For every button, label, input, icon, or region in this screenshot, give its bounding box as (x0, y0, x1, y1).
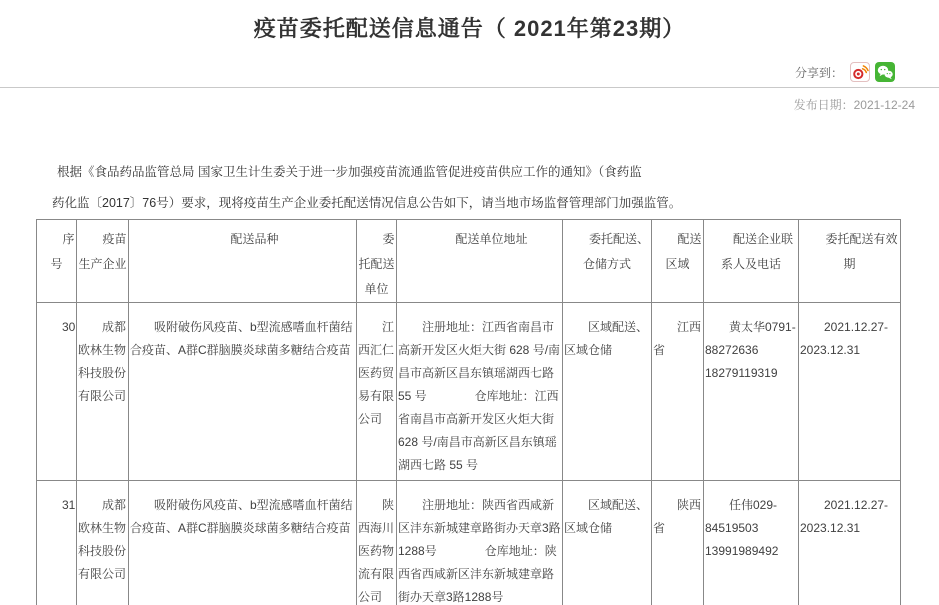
cell-contact: 黄太华0791-88272636 18279119319 (704, 303, 799, 481)
col-header-contact: 配送企业联系人及电话 (704, 220, 799, 303)
cell-products: 吸附破伤风疫苗、b型流感嗜血杆菌结合疫苗、A群C群脑膜炎球菌多糖结合疫苗 (129, 303, 357, 481)
page-title: 疫苗委托配送信息通告（ 2021年第23期） (253, 16, 686, 41)
table-header (37, 220, 901, 303)
col-header-validity: 委托配送有效期 (799, 220, 901, 303)
cell-validity: 2021.12.27-2023.12.31 (799, 303, 901, 481)
cell-region: 江西省 (652, 303, 704, 481)
cell-manufacturer: 成都欧林生物科技股份有限公司 (77, 303, 129, 481)
share-label: 分享到： (794, 65, 843, 80)
col-header-seq: 序号 (37, 220, 77, 303)
col-header-products: 配送品种 (129, 220, 357, 303)
cell-mode: 区域配送、区域仓储 (563, 303, 652, 481)
cell-seq: 31 (37, 481, 77, 605)
cell-manufacturer: 成都欧林生物科技股份有限公司 (77, 481, 129, 605)
col-header-manufacturer: 疫苗生产企业 (77, 220, 129, 303)
header-row (37, 220, 901, 303)
wechat-share-icon[interactable] (875, 62, 895, 82)
cell-address: 注册地址：陕西省西咸新区沣东新城建章路街办天章3路1288号 仓库地址：陕西省西咸新区沣东新城建章路街办天章3路1288号 (397, 481, 563, 605)
delivery-info-table (36, 219, 901, 605)
table-row (37, 481, 901, 605)
cell-contact: 任伟029-84519503 13991989492 (704, 481, 799, 605)
cell-address: 注册地址：江西省南昌市高新开发区火炬大街 628 号/南昌市高新区昌东镇瑶湖西七路 55 号 仓库地址：江西省南昌市高新开发区火炬大街 628 号/南昌市高新区昌东镇瑶湖西七路 55 号 (397, 303, 563, 481)
table-row (37, 303, 901, 481)
cell-products: 吸附破伤风疫苗、b型流感嗜血杆菌结合疫苗、A群C群脑膜炎球菌多糖结合疫苗 (129, 481, 357, 605)
table-body (37, 303, 901, 605)
col-header-address: 配送单位地址 (397, 220, 563, 303)
intro-line-2: 药化监〔2017〕76号）要求，现将疫苗生产企业委托配送情况信息公告如下，请当地市场监督管理部门加强监管。 (52, 196, 682, 210)
cell-region: 陕西省 (652, 481, 704, 605)
share-row (0, 62, 939, 88)
cell-distributor: 陕西海川医药物流有限公司 (357, 481, 397, 605)
intro-paragraph (52, 157, 909, 219)
cell-validity: 2021.12.27-2023.12.31 (799, 481, 901, 605)
col-header-mode: 委托配送、仓储方式 (563, 220, 652, 303)
cell-mode: 区域配送、区域仓储 (563, 481, 652, 605)
weibo-share-icon[interactable] (850, 62, 870, 82)
cell-seq: 30 (37, 303, 77, 481)
cell-distributor: 江西汇仁医药贸易有限公司 (357, 303, 397, 481)
intro-line-1: 根据《食品药品监管总局 国家卫生计生委关于进一步加强疫苗流通监管促进疫苗供应工作的通知》（食药监 (57, 165, 642, 179)
publish-date: 发布日期：2021-12-24 (793, 98, 915, 112)
col-header-region: 配送区域 (652, 220, 704, 303)
col-header-distributor: 委托配送单位 (357, 220, 397, 303)
